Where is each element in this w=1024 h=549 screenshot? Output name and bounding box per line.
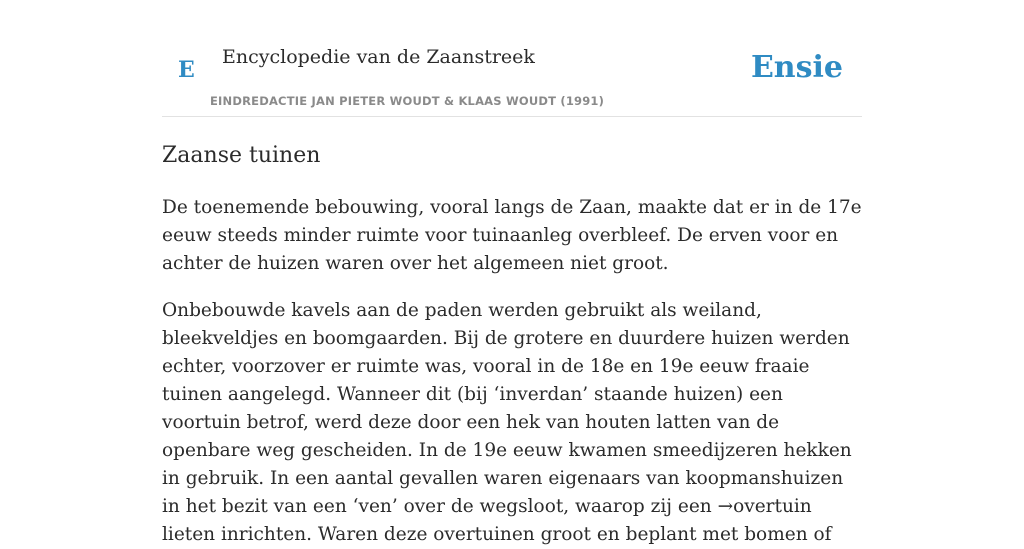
link-arrow-icon: →: [717, 496, 734, 517]
overtuin-link-text: overtuin: [733, 496, 812, 517]
encyclopedia-header: [162, 0, 862, 117]
encyclopedia-editors: EINDREDACTIE JAN PIETER WOUDT & KLAAS WOUDT (1991): [210, 94, 605, 108]
ensie-brand-logo[interactable]: Ensie: [750, 50, 843, 85]
encyclopedia-title[interactable]: Encyclopedie van de Zaanstreek: [222, 46, 535, 68]
article-title: Zaanse tuinen: [162, 143, 321, 168]
overtuin-link[interactable]: [718, 496, 812, 517]
article-paragraph-2-text: Onbebouwde kavels aan de paden werden gebruikt als weiland, bleekveldjes en boomgaarden. Bij de grotere en duurdere huizen werden echter, voorzover er ruimte was, vooral in de 18e en 19e eeuw fraaie tuinen aangelegd. Wanneer dit (bij ‘inverdan’ staande huizen) een voortuin betrof, werd deze door een hek van houten latten van de openbare weg gescheiden. In de 19e eeuw kwamen smeedijzeren hekken in gebruik. In een aantal gevallen waren eigenaars van koopmanshuizen in het bezit van een ‘ven’ over de wegsloot, waarop zij een: [162, 300, 852, 517]
article-paragraph-1: De toenemende bebouwing, vooral langs de Zaan, maakte dat er in de 17e eeuw steeds minder ruimte voor tuinaanleg overbleef. De erven voor en achter de huizen waren over het algemeen niet groot.: [162, 197, 862, 274]
document-page: [162, 0, 862, 549]
encyclopedia-logo-icon[interactable]: E: [178, 57, 195, 83]
article-paragraph-2-tail: lieten inrichten. Waren deze overtuinen groot en beplant met bomen of: [162, 524, 832, 545]
article-paragraph-2: [162, 297, 862, 549]
